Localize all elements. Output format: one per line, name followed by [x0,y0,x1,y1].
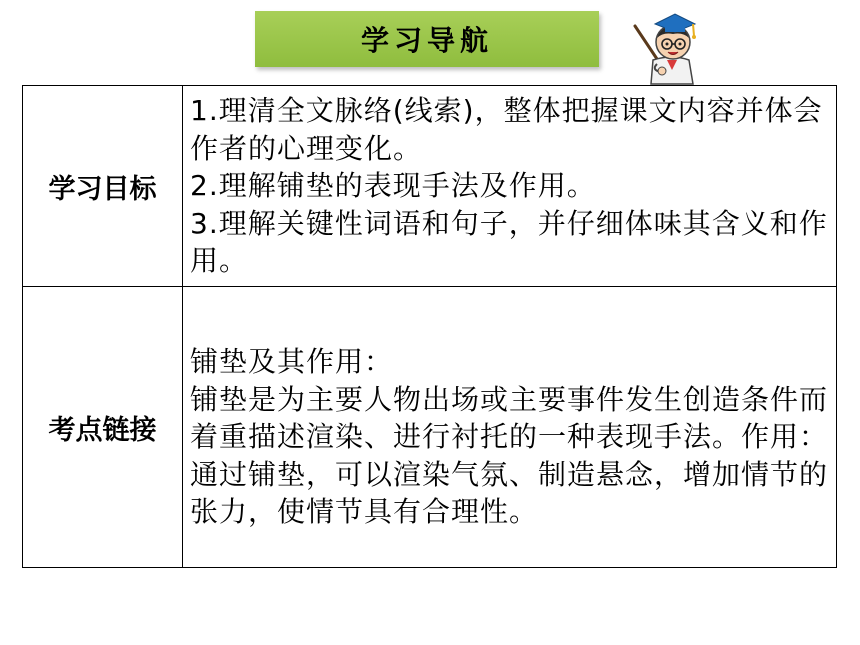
table-row [23,287,837,568]
study-guide-table [22,85,837,568]
table-row [23,86,837,287]
objective-item: 1.理清全文脉络(线索)，整体把握课文内容并体会作者的心理变化。 [190,94,823,165]
exam-point-heading: 铺垫及其作用： [190,345,394,379]
exam-points-cell [183,287,837,568]
objectives-cell [183,86,837,287]
graduate-teacher-icon [627,8,707,86]
objective-item: 2.理解铺垫的表现手法及作用。 [190,169,596,203]
section-title-banner [255,11,599,67]
row-label-objectives: 学习目标 [23,86,183,287]
objective-item: 3.理解关键性词语和句子，并仔细体味其含义和作用。 [190,206,828,278]
row-label-exam-points: 考点链接 [23,287,183,568]
section-title: 学习导航 [360,24,493,57]
exam-point-text: 铺垫是为主要人物出场或主要事件发生创造条件而着重描述渲染、进行衬托的一种表现手法。作用：通过铺垫，可以渲染气氛、制造悬念，增加情节的张力，使情节具有合理性。 [190,382,829,529]
